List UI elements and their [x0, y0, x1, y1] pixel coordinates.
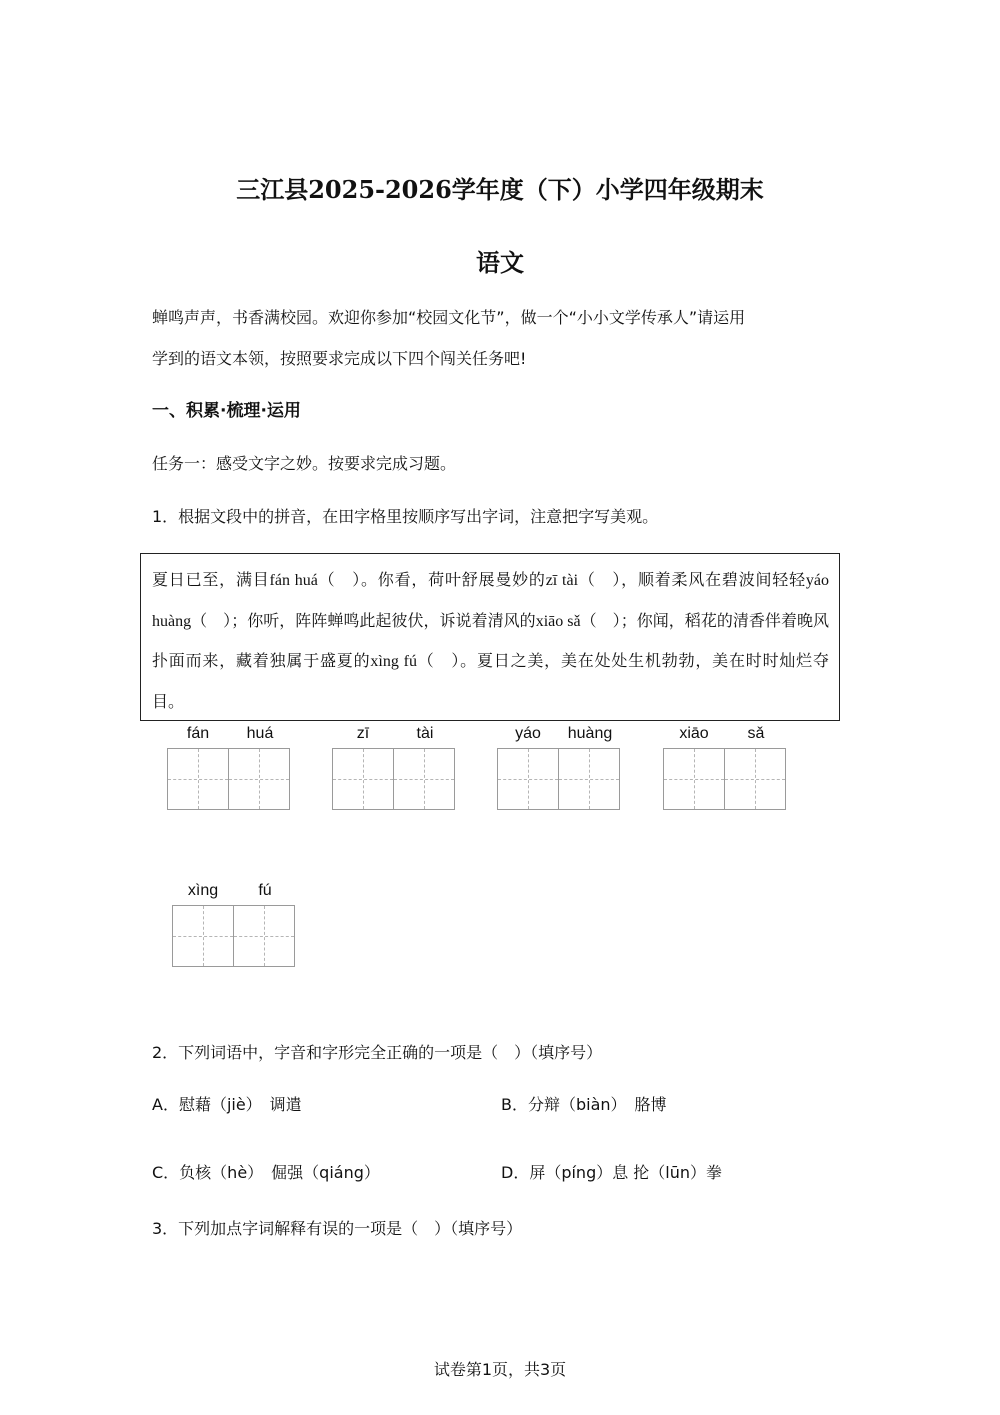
- grid-pinyin: yáo: [515, 725, 541, 742]
- grid-pinyin: tài: [416, 725, 434, 742]
- grid-cell[interactable]: [332, 748, 394, 810]
- page-footer: 试卷第1页，共3页: [433, 1360, 567, 1379]
- passage-text: （ ）；你闻，稻花的清香伴着晚风扑面而来，藏着独属于盛夏的: [152, 610, 829, 670]
- option-c: C．负核（hè） 倔强（qiáng）: [152, 1163, 380, 1182]
- option-d: D．屏（píng）息 抡（lūn）拳: [501, 1163, 723, 1182]
- intro-line-1: 蝉鸣声声，书香满校园。欢迎你参加“校园文化节”，做一个“小小文学传承人”请运用: [152, 308, 746, 327]
- section-heading: 一、积累·梳理·运用: [152, 401, 301, 421]
- passage-text: （ ），顺着柔风在碧波间轻轻: [578, 570, 806, 589]
- grid-cell[interactable]: [725, 748, 786, 810]
- passage-text: （ ）；你听，阵阵蝉鸣此起彼伏，诉说着清风的: [191, 610, 536, 630]
- exam-title: 三江县2025-2026学年度（下）小学四年级期末: [236, 175, 764, 204]
- grid-cell[interactable]: [663, 748, 725, 810]
- grid-cell[interactable]: [234, 905, 295, 967]
- question-3: 3．下列加点字词解释有误的一项是（ ）（填序号）: [152, 1219, 523, 1238]
- grid-cell[interactable]: [172, 905, 234, 967]
- grid-pinyin: sǎ: [747, 725, 765, 742]
- option-b: B．分辩（biàn） 胳博: [501, 1095, 667, 1114]
- pinyin: zī tài: [545, 572, 579, 589]
- grid-cell[interactable]: [229, 748, 290, 810]
- passage-text: （ ）。你看，荷叶舒展曼妙的: [317, 570, 546, 589]
- pinyin: xìng fú: [370, 653, 417, 670]
- grid-pinyin: huàng: [567, 725, 613, 742]
- intro-line-2: 学到的语文本领，按照要求完成以下四个闯关任务吧!: [152, 349, 527, 368]
- grid-cell[interactable]: [497, 748, 559, 810]
- pinyin: xiāo sǎ: [535, 612, 581, 630]
- passage-text: （ ）。夏日之美，美在处处生机勃勃，美在时时灿烂夺目。: [152, 651, 829, 711]
- passage-text: 夏日已至，满目: [152, 570, 270, 589]
- grid-cell[interactable]: [167, 748, 229, 810]
- grid-pinyin: xiāo: [679, 725, 709, 742]
- grid-pinyin: huá: [246, 725, 274, 742]
- question-2: 2．下列词语中，字音和字形完全正确的一项是（ ）（填序号）: [152, 1043, 603, 1062]
- passage-box: [140, 553, 840, 721]
- subject-title: 语文: [476, 248, 524, 277]
- grid-pinyin: fán: [186, 725, 210, 742]
- pinyin: fán huá: [269, 572, 318, 589]
- grid-pinyin: zī: [356, 725, 370, 742]
- question-1: 1．根据文段中的拼音，在田字格里按顺序写出字词，注意把字写美观。: [152, 507, 659, 526]
- grid-cell[interactable]: [559, 748, 620, 810]
- grid-cell[interactable]: [394, 748, 455, 810]
- option-a: A．慰藉（jiè） 调遣: [152, 1095, 302, 1114]
- grid-pinyin: xìng: [187, 882, 219, 899]
- pinyin: yáo huàng: [152, 572, 829, 630]
- grid-pinyin: fú: [258, 882, 272, 899]
- task-one: 任务一：感受文字之妙。按要求完成习题。: [152, 454, 457, 473]
